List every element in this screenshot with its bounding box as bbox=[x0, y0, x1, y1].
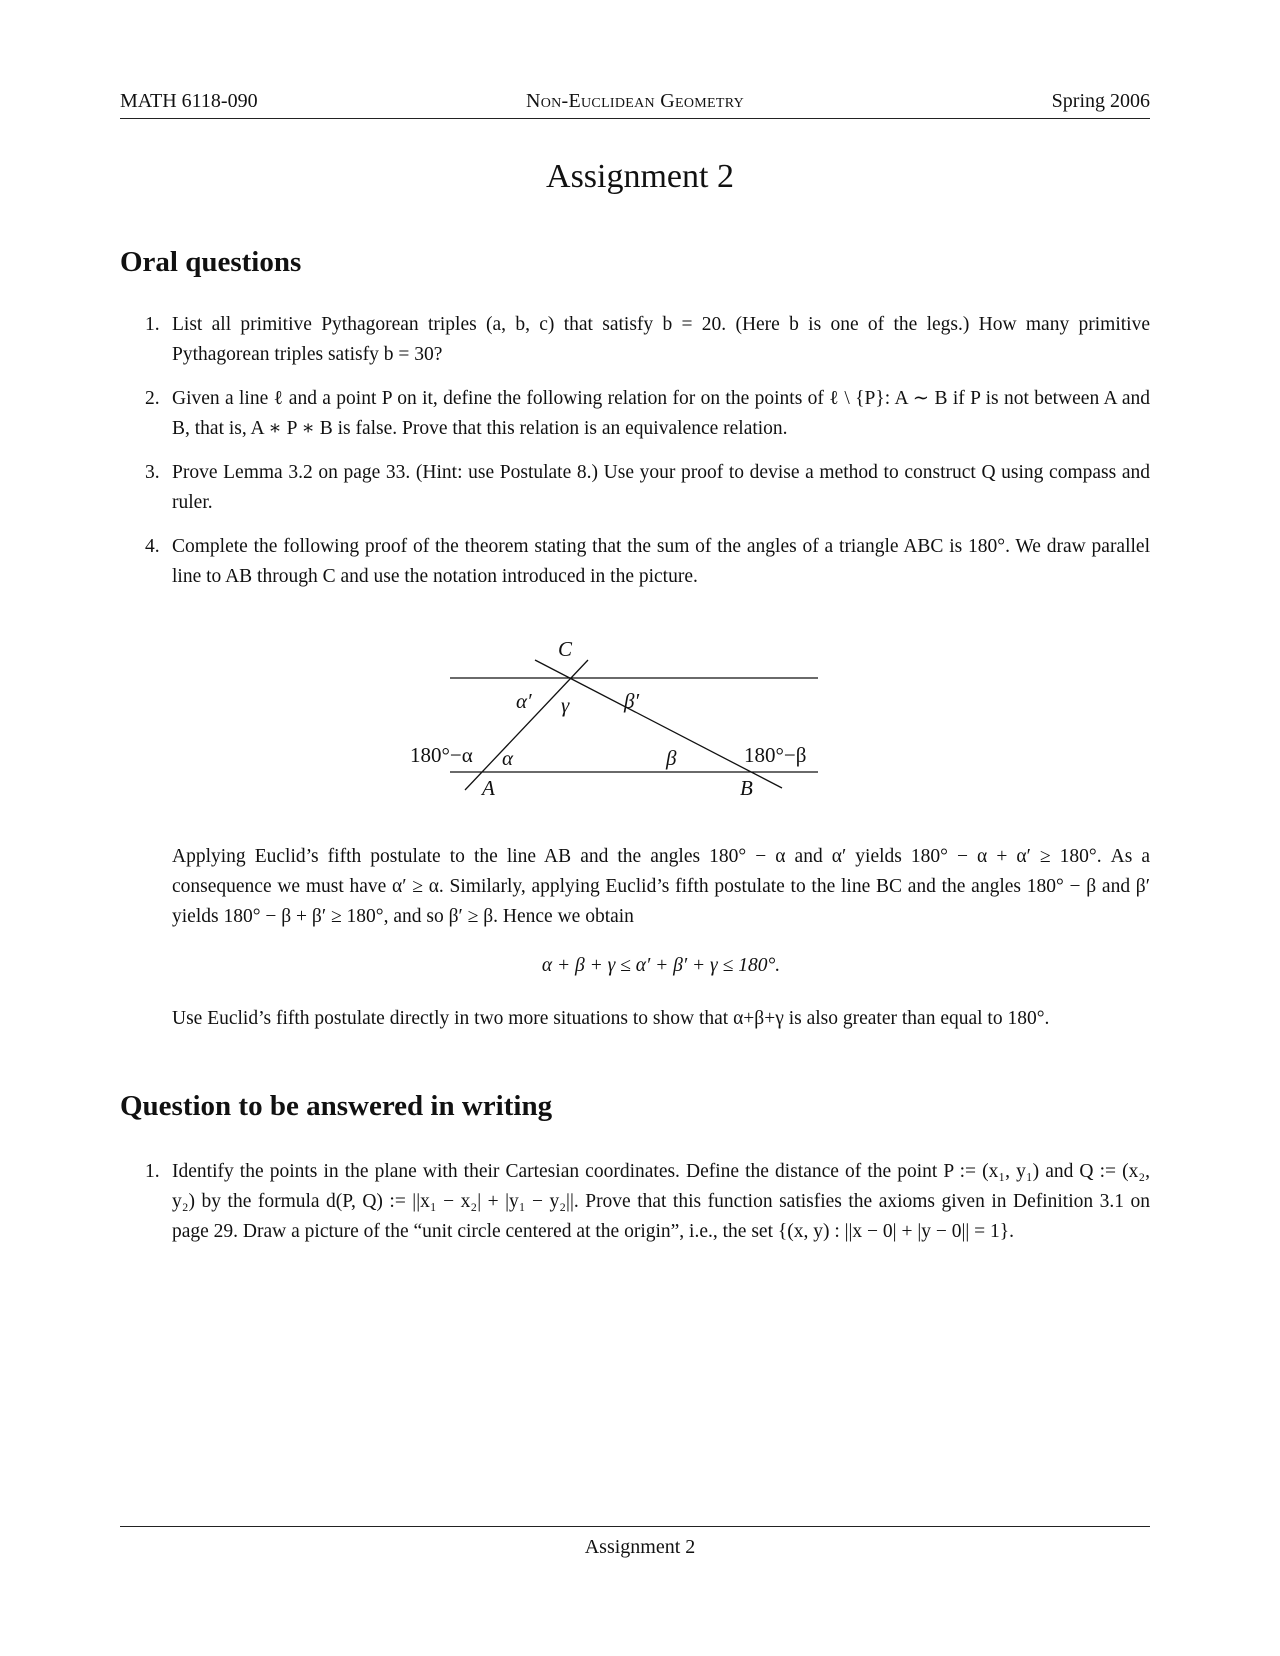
course-title: Non-Euclidean Geometry bbox=[525, 90, 745, 112]
proof-paragraph-2: Use Euclid’s fifth postulate directly in two more situations to show that α+β+γ is also greater than equal to 180°. bbox=[172, 1008, 1050, 1029]
footer-rule bbox=[120, 1526, 1150, 1527]
item-number: 1. bbox=[145, 1161, 160, 1182]
line-cb bbox=[535, 660, 782, 788]
oral-item-1 bbox=[145, 310, 1150, 370]
page-footer: Assignment 2 bbox=[584, 1536, 696, 1558]
line-ac bbox=[465, 660, 588, 790]
label-alpha: α bbox=[502, 746, 514, 770]
triangle-figure bbox=[410, 632, 880, 817]
label-ext-beta: 180°−β bbox=[744, 743, 807, 767]
label-ext-alpha: 180°−α bbox=[410, 743, 473, 767]
label-gamma: γ bbox=[561, 693, 570, 717]
item-text: Given a line ℓ and a point P on it, define the following relation for on the points of ℓ \ {P}: A ∼ B if P is not between A and B, that is, A ∗ P ∗ B is false. Prove that this relation is an equivalence relation. bbox=[172, 388, 1150, 439]
label-c: C bbox=[558, 637, 573, 661]
item-text: Complete the following proof of the theorem stating that the sum of the angles of a triangle ABC is 180°. We draw parallel line to AB through C and use the notation introduced in the picture. bbox=[172, 536, 1150, 587]
item-number: 2. bbox=[145, 388, 160, 409]
label-alpha-prime: α′ bbox=[516, 689, 532, 713]
label-b: B bbox=[740, 776, 753, 800]
semester: Spring 2006 bbox=[1051, 90, 1150, 112]
page-header bbox=[120, 88, 1150, 119]
label-beta-prime: β′ bbox=[624, 689, 640, 713]
written-heading: Question to be answered in writing bbox=[120, 1090, 553, 1122]
oral-item-4 bbox=[145, 532, 1150, 592]
item-text: List all primitive Pythagorean triples (a, b, c) that satisfy b = 20. (Here b is one of the legs.) How many primitive Pythagorean triples satisfy b = 30? bbox=[172, 314, 1150, 365]
proof-paragraph-1: Applying Euclid’s fifth postulate to the line AB and the angles 180° − α and α′ yields 180° − α + α′ ≥ 180°. As a consequence we must have α′ ≥ α. Similarly, applying Euclid’s fifth postulate to the line BC and the angles 180° − β and β′ yields 180° − β + β′ ≥ 180°, and so β′ ≥ β. Hence we obtain bbox=[172, 846, 1150, 927]
label-beta: β bbox=[666, 746, 677, 770]
item-number: 4. bbox=[145, 536, 160, 557]
item-number: 1. bbox=[145, 314, 160, 335]
written-item-1 bbox=[145, 1157, 1150, 1247]
item-text: Identify the points in the plane with their Cartesian coordinates. Define the distance of the point P := (x₁, y₁) and Q := (x₂, y₂) by the formula d(P, Q) := ||x₁ − x₂| + |y₁ − y₂||. Prove that this function satisfies the axioms given in Definition 3.1 on page 29. Draw a picture of the “unit circle centered at the origin”, i.e., the set {(x, y) : ||x − 0| + |y − 0|| = 1}. bbox=[172, 1161, 1150, 1242]
course-number: MATH 6118-090 bbox=[120, 90, 258, 112]
oral-item-2 bbox=[145, 384, 1150, 444]
page-title: Assignment 2 bbox=[546, 158, 734, 195]
oral-heading: Oral questions bbox=[120, 246, 302, 278]
oral-item-3 bbox=[145, 458, 1150, 518]
item-number: 3. bbox=[145, 462, 160, 483]
item-text: Prove Lemma 3.2 on page 33. (Hint: use Postulate 8.) Use your proof to devise a method to construct Q using compass and ruler. bbox=[172, 462, 1150, 513]
label-a: A bbox=[482, 776, 495, 800]
inequality-equation: α + β + γ ≤ α′ + β′ + γ ≤ 180°. bbox=[541, 955, 781, 976]
